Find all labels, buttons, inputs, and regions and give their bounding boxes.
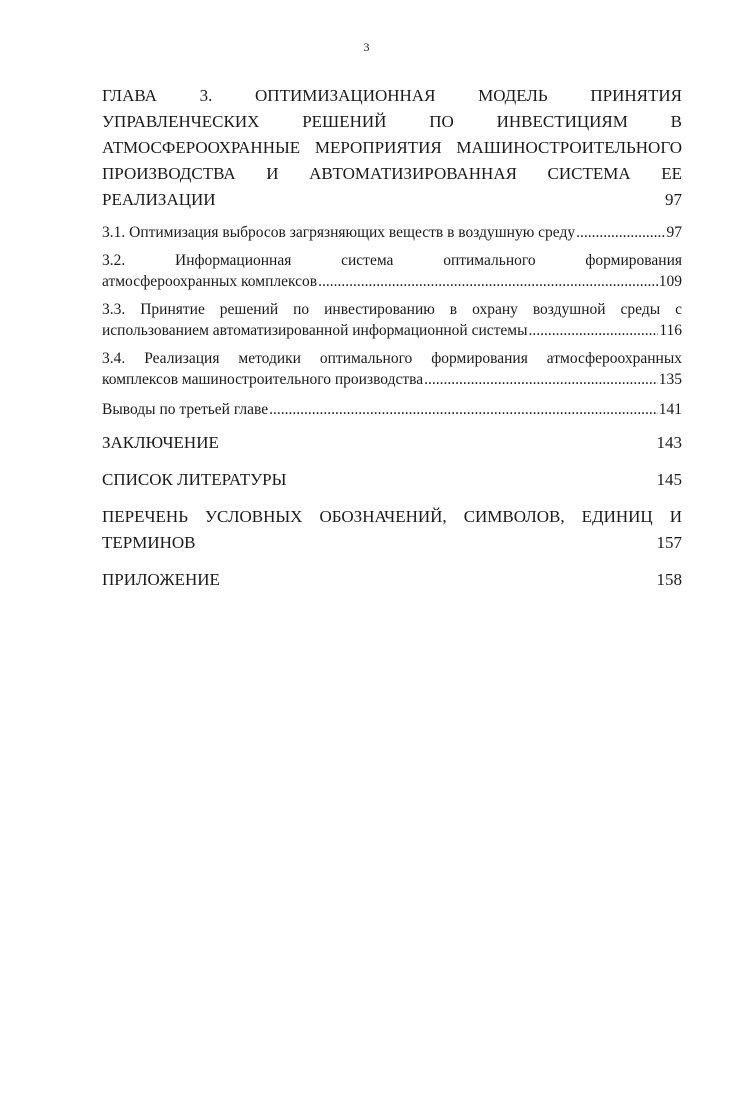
leader-dots	[576, 222, 665, 243]
conclusion-page: 143	[656, 433, 682, 452]
appendix-page: 158	[656, 570, 682, 589]
leader-dots	[424, 369, 658, 390]
notation-title-line1: ПЕРЕЧЕНЬ УСЛОВНЫХ ОБОЗНАЧЕНИЙ, СИМВОЛОВ, ЕДИНИЦ И	[102, 507, 682, 526]
section-3-1-title: 3.1. Оптимизация выбросов загрязняющих веществ в воздушную среду	[102, 224, 576, 241]
leader-dots	[318, 271, 658, 292]
chapter-3-page: 97	[665, 190, 682, 209]
appendix-title: ПРИЛОЖЕНИЕ	[102, 570, 220, 589]
table-of-contents	[102, 83, 682, 593]
notation-title-line2: ТЕРМИНОВ	[102, 533, 196, 552]
chapter-3-title-line: АТМОСФЕРООХРАННЫЕ МЕРОПРИЯТИЯ МАШИНОСТРОИТЕЛЬНОГО	[102, 138, 682, 157]
section-3-2-page: 109	[658, 273, 682, 290]
toc-section-3-3	[102, 299, 682, 341]
section-3-3-title-line2: использованием автоматизированной информационной системы	[102, 322, 528, 339]
section-3-3-page: 116	[659, 322, 682, 339]
conclusions-3-page: 141	[658, 401, 682, 418]
references-page: 145	[656, 470, 682, 489]
chapter-3-title-line: ГЛАВА 3. ОПТИМИЗАЦИОННАЯ МОДЕЛЬ ПРИНЯТИЯ	[102, 86, 682, 105]
conclusion-title: ЗАКЛЮЧЕНИЕ	[102, 433, 219, 452]
toc-notation	[102, 504, 682, 556]
toc-section-3-4	[102, 348, 682, 390]
page-number: 3	[363, 40, 370, 54]
toc-references	[102, 467, 682, 493]
section-3-1-page: 97	[666, 224, 682, 241]
toc-section-3-1	[102, 222, 682, 243]
chapter-3-title-end: РЕАЛИЗАЦИИ	[102, 190, 216, 209]
section-3-3-title-line1: 3.3. Принятие решений по инвестированию в охрану воздушной среды с	[102, 301, 682, 318]
conclusions-3-title: Выводы по третьей главе	[102, 401, 269, 418]
toc-appendix	[102, 567, 682, 593]
chapter-3-title-line: ПРОИЗВОДСТВА И АВТОМАТИЗИРОВАННАЯ СИСТЕМА ЕЕ	[102, 164, 682, 183]
toc-conclusion	[102, 430, 682, 456]
chapter-3-heading	[102, 83, 682, 187]
section-3-4-title-line1: 3.4. Реализация методики оптимального формирования атмосфероохранных	[102, 350, 682, 367]
section-3-2-title-line1: 3.2. Информационная система оптимального формирования	[102, 252, 682, 269]
section-3-4-page: 135	[658, 371, 682, 388]
section-3-4-title-line2: комплексов машиностроительного производства	[102, 371, 424, 388]
notation-page: 157	[656, 533, 682, 552]
section-3-2-title-line2: атмосфероохранных комплексов	[102, 273, 318, 290]
chapter-3-title-last-line	[102, 187, 682, 213]
chapter-3-title-line: УПРАВЛЕНЧЕСКИХ РЕШЕНИЙ ПО ИНВЕСТИЦИЯМ В	[102, 112, 682, 131]
references-title: СПИСОК ЛИТЕРАТУРЫ	[102, 470, 287, 489]
leader-dots	[269, 399, 658, 420]
toc-section-3-2	[102, 250, 682, 292]
toc-conclusions-chapter-3	[102, 399, 682, 420]
leader-dots	[529, 320, 659, 341]
